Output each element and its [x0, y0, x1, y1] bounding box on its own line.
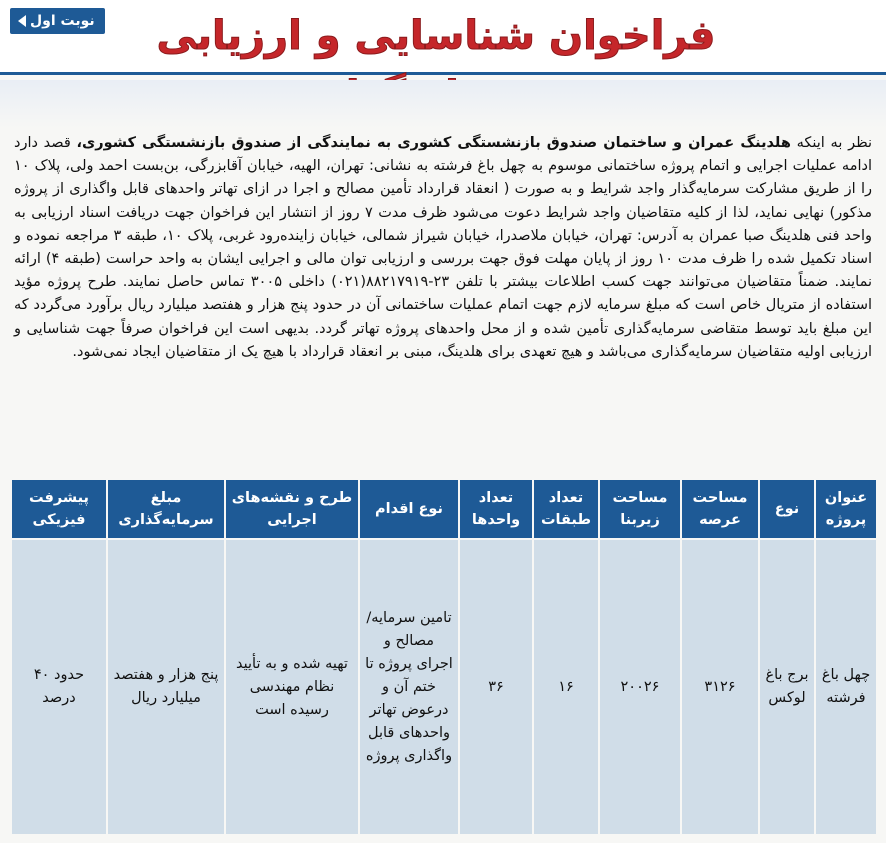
header-land-area: مساحت عرصه [681, 479, 759, 539]
cell-action-type: تامین سرمایه/ مصالح و اجرای پروژه تا ختم آن و درعوض تهاتر واحدهای قابل واگذاری پروژه [359, 539, 459, 835]
page-title: فراخوان شناسایی و ارزیابی [156, 13, 716, 59]
badge-label: نوبت اول [30, 13, 95, 29]
header [0, 0, 886, 75]
cell-built-area: ۲۰۰۲۶ [599, 539, 681, 835]
header-progress: پیشرفت فیزیکی [11, 479, 107, 539]
table-header-row [11, 479, 877, 539]
project-table [10, 478, 878, 836]
lead-text: نظر به اینکه [796, 135, 873, 151]
header-type: نوع [759, 479, 815, 539]
cell-floors: ۱۶ [533, 539, 599, 835]
body-paragraph: قصد دارد ادامه عملیات اجرایی و اتمام پروژه ساختمانی موسوم به چهل باغ فرشته به نشانی: تهران، الهیه، خیابان آقابزرگی، بن‌بست احمد ولی، پلاک ۱۰ را از طریق مشارکت سرمایه‌گذار واجد شرایط و به صورت ( انعقاد قرارداد تأمین مصالح و اجرا در ازای تهاتر واحدهای قابل واگذاری از پروژه مذکور) نهایی نماید، لذا از کلیه متقاضیان واجد شرایط دعوت می‌شود ظرف مدت ۷ روز از انتشار این فراخوان جهت دریافت اسناد ارزیابی به واحد فنی هلدینگ صبا عمران به آدرس: تهران، خیابان ملاصدرا، خیابان شیراز شمالی، خیابان زاینده‌رود غربی، پلاک ۱۰، طبقه ۳ مراجعه نموده و اسناد تکمیل شده را ظرف مدت ۱۰ روز از پایان مهلت فوق جهت بررسی و ارزیابی توان مالی و اجرایی ایشان به واحد حراست (طبقه ۴) ارائه نمایند. ضمناً متقاضیان می‌توانند جهت کسب اطلاعات بیشتر با تلفن ۲۳-۸۸۲۱۷۹۱۹(۰۲۱) داخلی ۳۰۰۵ تماس حاصل نمایند. طرح پروژه مؤید استفاده از متریال خاص است که مبلغ سرمایه لازم جهت اتمام عملیات ساختمانی آن در حدود پنج هزار و هفتصد میلیارد ریال برآورد می‌گردد که این مبلغ باید توسط متقاضی سرمایه‌گذاری تأمین شده و از محل واحدهای پروژه تهاتر گردد. بدیهی است این فراخوان صرفاً جهت شناسایی و ارزیابی اولیه متقاضیان سرمایه‌گذاری می‌باشد و هیچ تعهدی برای هلدینگ، مبنی بر انعقاد قرارداد با هیچ یک از متقاضیان ایجاد نمی‌شود. [14, 135, 872, 360]
table-row [11, 539, 877, 835]
company-name: هلدینگ عمران و ساختمان صندوق بازنشستگی کشوری به نمایندگی از صندوق بازنشستگی کشوری، [76, 135, 791, 151]
triangle-icon [18, 15, 26, 27]
cell-investment: پنج هزار و هفتصد میلیارد ریال [107, 539, 225, 835]
decorative-band [0, 80, 886, 128]
header-units: تعداد واحدها [459, 479, 533, 539]
header-plans: طرح و نقشه‌های اجرایی [225, 479, 359, 539]
header-investment: مبلغ سرمایه‌گذاری [107, 479, 225, 539]
header-action-type: نوع اقدام [359, 479, 459, 539]
cell-plans: تهیه شده و به تأیید نظام مهندسی رسیده است [225, 539, 359, 835]
header-project-title: عنوان پروژه [815, 479, 877, 539]
cell-type: برج باغ لوکس [759, 539, 815, 835]
cell-land-area: ۳۱۲۶ [681, 539, 759, 835]
cell-units: ۳۶ [459, 539, 533, 835]
cell-progress: حدود ۴۰ درصد [11, 539, 107, 835]
header-floors: تعداد طبقات [533, 479, 599, 539]
header-built-area: مساحت زیربنا [599, 479, 681, 539]
edition-badge [10, 8, 105, 34]
cell-project-title: چهل باغ فرشته [815, 539, 877, 835]
announcement-body [14, 132, 872, 364]
